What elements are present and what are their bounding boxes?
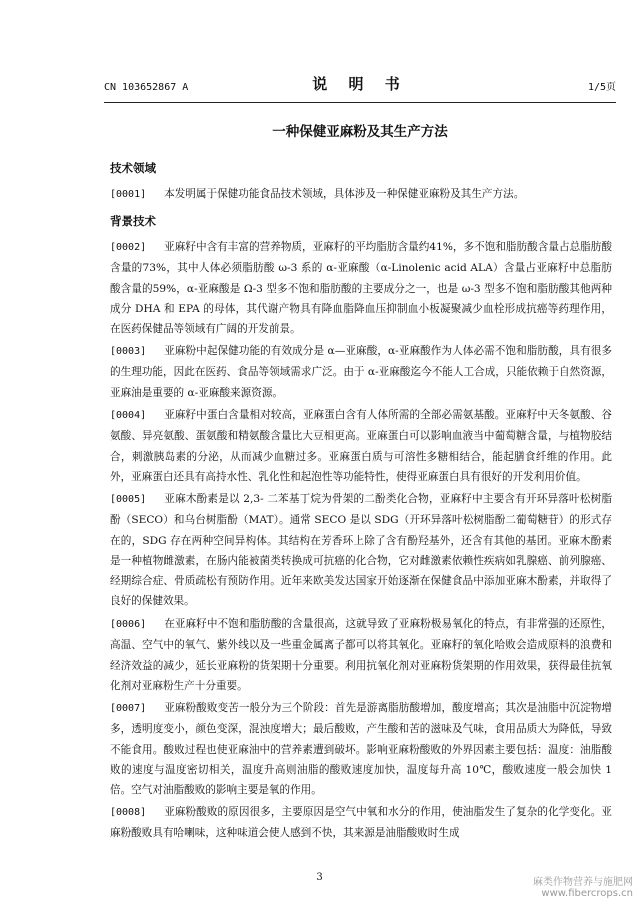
document-header — [104, 75, 616, 100]
paragraph-0004 — [110, 405, 612, 487]
paragraph-text: 在亚麻籽中不饱和脂肪酸的含量很高，这就导致了亚麻粉极易氧化的特点，有非常强的还原性，高温、空气中的氧气、紫外线以及一些重金属离子都可以将其氧化。亚麻籽的氧化哈败会造成原料的浪费和经济效益的减少，延长亚麻粉的货架期十分重要。利用抗氧化剂对亚麻粉货架期的作用效果，获得最佳抗氧化剂对亚麻粉生产十分重要。 — [110, 618, 612, 692]
paragraph-text: 亚麻木酚素是以 2,3- 二苯基丁烷为骨架的二酚类化合物，亚麻籽中主要含有开环异落叶松树脂酚（SECO）和乌台树脂酚（MAT）。通常 SECO 是以 SDG（开环异落叶松树脂酚二葡萄糖苷）的形式存在的，SDG 存在两种空间异构体。其结构在芳香环上除了含有酚羟基外，还含有其他的基团。亚麻木酚素是一种植物雌激素，在肠内能被菌类转换成可抗癌的化合物，它对雌激素依赖性疾病如乳腺癌、前列腺癌、经期综合症、骨质疏松有预防作用。近年来欧美发达国家开始逐渐在保健食品中添加亚麻木酚素，并取得了良好的保健效果。 — [110, 493, 612, 608]
paragraph-number: [0003] — [110, 346, 147, 357]
document-type-title: 说 明 书 — [312, 75, 408, 93]
document-title: 一种保健亚麻粉及其生产方法 — [272, 124, 448, 140]
paragraph-text: 本发明属于保健功能食品技术领域，具体涉及一种保健亚麻粉及其生产方法。 — [164, 188, 525, 200]
paragraph-text: 亚麻粉中起保健功能的有效成分是 α—亚麻酸，α-亚麻酸作为人体必需不饱和脂肪酸，具有很多的生理功能，因此在医药、食品等领域需求广泛。由于 α-亚麻酸迄今不能人工合成，只能依赖于自然资源，亚麻油是重要的 α-亚麻酸来源资源。 — [110, 345, 612, 399]
watermark-url: www.fibercrops.cn — [541, 888, 633, 899]
paragraph-number: [0001] — [110, 189, 147, 200]
paragraph-0008 — [110, 802, 612, 844]
paragraph-number: [0007] — [110, 703, 147, 714]
patent-number: CN 103652867 A — [104, 82, 189, 93]
page-number: 3 — [316, 872, 323, 883]
paragraph-0007 — [110, 698, 612, 800]
paragraph-text: 亚麻籽中蛋白含量相对较高，亚麻蛋白含有人体所需的全部必需氨基酸。亚麻籽中天冬氨酸、谷氨酸、异亮氨酸、蛋氨酸和精氨酸含量比大豆相更高。亚麻蛋白可以影响血液当中葡萄糖含量，与植物胶结合，刺激胰岛素的分泌，从而减少血糖过多。亚麻蛋白质与可溶性多糖相结合，能起膳食纤维的作用。此外，亚麻蛋白还具有高持水性、乳化性和起泡性等功能特性，使得亚麻蛋白具有很好的开发利用价值。 — [110, 409, 612, 483]
paragraph-0005 — [110, 489, 612, 612]
paragraph-0002 — [110, 237, 612, 339]
section-heading-technical-field: 技术领域 — [110, 161, 156, 175]
paragraph-0003 — [110, 341, 612, 403]
paragraph-number: [0008] — [110, 807, 147, 818]
paragraph-number: [0005] — [110, 494, 147, 505]
paragraph-0001 — [110, 184, 612, 205]
watermark-site-name: 麻类作物营养与施肥网 — [533, 877, 633, 888]
watermark — [533, 877, 633, 899]
paragraph-0006 — [110, 614, 612, 696]
paragraph-text: 亚麻籽中含有丰富的营养物质，亚麻籽的平均脂肪含量约41%，多不饱和脂肪酸含量占总脂肪酸含量的73%，其中人体必须脂肪酸 ω-3 系的 α-亚麻酸（α-Linolenic acid ALA）含量占亚麻籽中总脂肪酸含量的59%，α-亚麻酸是 Ω-3 型多不饱和脂肪酸的主要成分之一，也是 ω-3 型多不饱和脂肪酸其他两种成分 DHA 和 EPA 的母体，其代谢产物具有降血脂降血压抑制血小板凝聚减少血栓形成抗癌等药理作用，在医药保健品等领域有广阔的开发前景。 — [110, 241, 612, 336]
paragraph-number: [0004] — [110, 410, 147, 421]
section-heading-background: 背景技术 — [110, 214, 156, 228]
paragraph-text: 亚麻粉酸败的原因很多，主要原因是空气中氧和水分的作用，使油脂发生了复杂的化学变化。亚麻粉酸败具有哈喇味，这种味道会使人感到不快，其来源是油脂酸败时生成 — [110, 806, 612, 840]
paragraph-text: 亚麻粉酸败变苦一般分为三个阶段：首先是游离脂肪酸增加，酸度增高；其次是油脂中沉淀物增多，透明度变小，颜色变深，混浊度增大；最后酸败，产生酸和苦的滋味及气味，食用品质大为降低，导致不能食用。酸败过程也使亚麻油中的营养素遭到破坏。影响亚麻粉酸败的外界因素主要包括：温度：油脂酸败的速度与温度密切相关，温度升高则油脂的酸败速度加快，温度每升高 10℃，酸败速度一般会加快 1 倍。空气对油脂酸败的影响主要是氧的作用。 — [110, 702, 612, 797]
header-rule — [104, 102, 616, 103]
page-indicator: 1/5页 — [587, 82, 616, 93]
paragraph-number: [0006] — [110, 619, 147, 630]
paragraph-number: [0002] — [110, 242, 147, 253]
